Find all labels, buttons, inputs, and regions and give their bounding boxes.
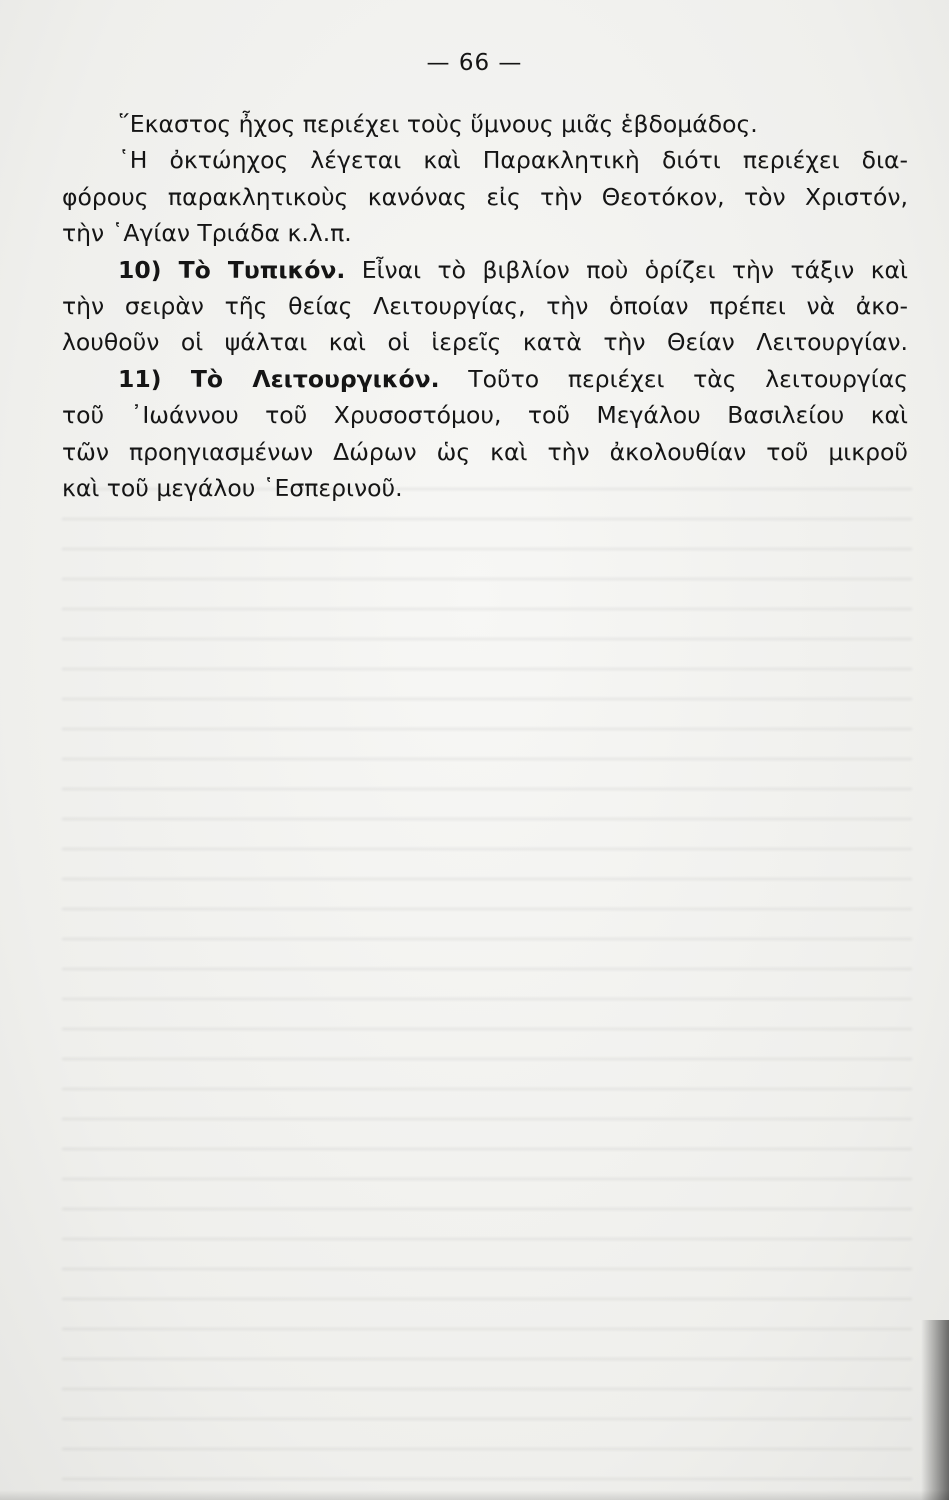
section-heading: 10) Τὸ Τυπικόν.: [118, 255, 346, 284]
page-edge-shadow: [921, 1320, 949, 1500]
text-line: τὴν ῾Αγίαν Τριάδα κ.λ.π.: [62, 219, 352, 248]
text-line: λουθοῦν οἱ ψάλται καὶ οἱ ἱερεῖς κατὰ τὴν Θείαν Λειτουργίαν.: [62, 328, 908, 357]
text-line: φόρους παρακλητικοὺς κανόνας εἰς τὴν Θεοτόκον, τὸν Χριστόν,: [62, 182, 908, 211]
text-line: ῾Η ὀκτώηχος λέγεται καὶ Παρακλητικὴ διότι περιέχει δια-: [118, 146, 908, 175]
section-heading-line: 10) Τὸ Τυπικόν. Εἶναι τὸ βιβλίον ποὺ ὁρίζει τὴν τάξιν καὶ: [118, 255, 908, 284]
text-line: τῶν προηγιασμένων Δώρων ὡς καὶ τὴν ἀκολουθίαν τοῦ μικροῦ: [62, 437, 908, 466]
text-line: ῞Εκαστος ἦχος περιέχει τοὺς ὕμνους μιᾶς ἑβδομάδος.: [118, 110, 758, 138]
text-line: τοῦ ᾿Ιωάννου τοῦ Χρυσοστόμου, τοῦ Μεγάλου Βασιλείου καὶ: [62, 401, 908, 430]
page-number: — 66 —: [426, 50, 523, 76]
section-heading: 11) Τὸ Λειτουργικόν.: [118, 364, 440, 393]
text-line: τὴν σειρὰν τῆς θείας Λειτουργίας, τὴν ὁποίαν πρέπει νὰ ἀκο-: [62, 292, 908, 321]
section-heading-line: 11) Τὸ Λειτουργικόν. Τοῦτο περιέχει τὰς λειτουργίας: [118, 364, 909, 393]
body-text: [62, 106, 908, 506]
text-line: καὶ τοῦ μεγάλου ῾Εσπερινοῦ.: [62, 474, 403, 503]
page-bottom-shadow: [0, 1490, 949, 1500]
show-through-texture: [62, 470, 912, 1480]
